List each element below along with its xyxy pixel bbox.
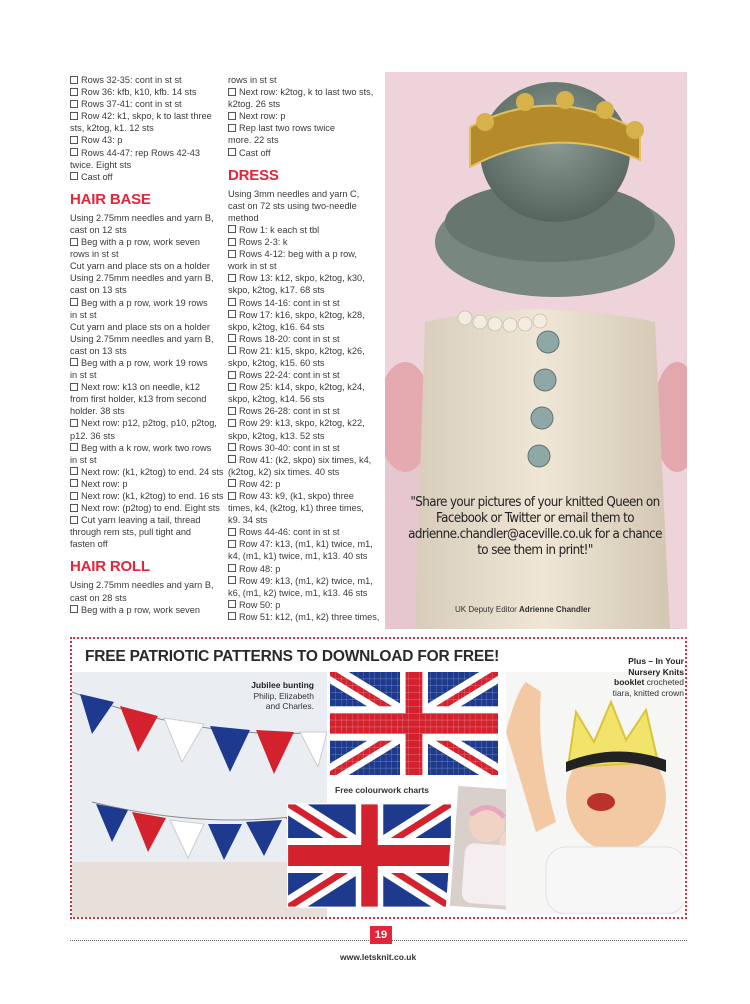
union-flag-chart-bottom (287, 803, 452, 908)
checkbox-icon[interactable] (228, 88, 236, 96)
instruction-line (228, 550, 378, 562)
row-instructions (70, 74, 220, 183)
instruction-text: cast on 13 sts (70, 285, 127, 296)
instruction-text: through rem sts, pull tight and (70, 527, 192, 538)
checkbox-icon[interactable] (70, 100, 78, 108)
instruction-line (228, 86, 378, 98)
instruction-line (228, 74, 378, 86)
instruction-line (70, 502, 220, 514)
instruction-line (228, 309, 378, 321)
instruction-line (70, 224, 220, 236)
instruction-line (228, 297, 378, 309)
instruction-line (228, 272, 378, 284)
instruction-text: Rep last two rows twice (239, 123, 335, 134)
instruction-line (70, 454, 220, 466)
instruction-text: (k2tog, k2) six times. 40 sts (228, 466, 340, 477)
reader-quote: "Share your pictures of your knitted Queen on Facebook or Twitter or email them to adrienne.chandler@aceville.co.uk for a chance to see them in print!" (408, 495, 662, 558)
instruction-text: Next row: p (81, 478, 128, 489)
instruction-line (70, 381, 220, 393)
instruction-text: k2tog. 26 sts (228, 99, 281, 110)
checkbox-icon[interactable] (228, 479, 236, 487)
nursery-label (596, 656, 684, 698)
instruction-text: cast on 13 sts (70, 345, 127, 356)
checkbox-icon[interactable] (228, 564, 236, 572)
instruction-line (228, 575, 378, 587)
instruction-line (70, 592, 220, 604)
dress-heading: DRESS (228, 166, 279, 184)
instruction-text: Row 25: k14, skpo, k2tog, k24, (239, 382, 365, 393)
checkbox-icon[interactable] (70, 238, 78, 246)
checkbox-icon[interactable] (228, 298, 236, 306)
instruction-line (228, 369, 378, 381)
instruction-line (70, 122, 220, 134)
instruction-text: Cast off (81, 171, 113, 182)
instruction-text: Rows 14-16: cont in st st (239, 297, 340, 308)
instruction-line (70, 478, 220, 490)
instruction-text: Cast off (239, 147, 271, 158)
instruction-text: Cut yarn and place sts on a holder (70, 321, 210, 332)
instruction-text: skpo, k2tog, k17. 68 sts (228, 285, 325, 296)
instruction-text: Using 2.75mm needles and yarn B, (70, 333, 214, 344)
quote-credit (455, 605, 591, 614)
checkbox-icon[interactable] (228, 407, 236, 415)
instruction-line (70, 490, 224, 502)
instruction-text: rows in st st (228, 75, 277, 85)
instruction-text: k4, (m1, k1) twice, m1, k13. 40 sts (228, 551, 368, 562)
instruction-line (70, 369, 220, 381)
instruction-line (228, 502, 378, 514)
checkbox-icon[interactable] (70, 605, 78, 613)
hair-base-instructions (70, 212, 224, 551)
checkbox-icon[interactable] (228, 528, 236, 536)
instruction-line (70, 159, 220, 171)
instruction-line (228, 563, 378, 575)
union-flag-chart-top (330, 672, 498, 775)
instruction-text: Rows 32-35: cont in st st (81, 75, 182, 85)
instruction-text: Row 42: k1, skpo, k to last three (81, 111, 212, 122)
checkbox-icon[interactable] (228, 274, 236, 282)
checkbox-icon[interactable] (228, 112, 236, 120)
checkbox-icon[interactable] (70, 492, 78, 500)
instruction-line (70, 430, 220, 442)
instruction-text: skpo, k2tog, k14. 56 sts (228, 394, 325, 405)
nursery-label-text: crocheted tiara, knitted crown (612, 677, 684, 698)
instruction-line (70, 333, 220, 345)
checkbox-icon[interactable] (70, 504, 78, 512)
instruction-line (228, 284, 378, 296)
instruction-text: twice. Eight sts (70, 159, 132, 170)
checkbox-icon[interactable] (228, 540, 236, 548)
nursery-label-bold: Plus – In Your Nursery Knits booklet (614, 656, 684, 687)
instruction-text: Rows 26-28: cont in st st (239, 406, 340, 417)
instruction-text: Row 50: p (239, 599, 281, 610)
checkbox-icon[interactable] (70, 172, 78, 180)
instruction-text: in st st (70, 454, 97, 465)
checkbox-icon[interactable] (228, 443, 236, 451)
instruction-line (70, 74, 220, 86)
instruction-text: p12. 36 sts (70, 430, 115, 441)
instruction-line (228, 381, 378, 393)
instruction-line (70, 134, 220, 146)
checkbox-icon[interactable] (228, 455, 236, 463)
instruction-text: Using 3mm needles and yarn C, (228, 188, 360, 199)
instruction-text: Row 51: k12, (m1, k2) three times, (239, 611, 380, 622)
charts-label: Free colourwork charts (335, 785, 430, 795)
instruction-line (70, 248, 220, 260)
instruction-text: Using 2.75mm needles and yarn B, (70, 273, 214, 284)
checkbox-icon[interactable] (228, 310, 236, 318)
instruction-text: Row 43: k9, (k1, skpo) three (239, 491, 354, 501)
checkbox-icon[interactable] (70, 136, 78, 144)
instruction-line (228, 599, 378, 611)
instruction-text: sts, k2tog, k1. 12 sts (70, 123, 154, 134)
instruction-text: from first holder, k13 from second (70, 394, 207, 405)
checkbox-icon[interactable] (228, 124, 236, 132)
instruction-line (228, 212, 378, 224)
instruction-line (70, 272, 220, 284)
checkbox-icon[interactable] (70, 358, 78, 366)
bunting-label-bold: Jubilee bunting (251, 680, 314, 690)
checkbox-icon[interactable] (228, 492, 236, 500)
instruction-line (228, 200, 378, 212)
instruction-line (70, 309, 220, 321)
instruction-line (228, 345, 378, 357)
instruction-line (70, 442, 220, 454)
checkbox-icon[interactable] (228, 612, 236, 620)
instruction-line (70, 86, 220, 98)
instruction-text: Using 2.75mm needles and yarn B, (70, 212, 214, 223)
instruction-line (70, 345, 220, 357)
instruction-line (228, 538, 378, 550)
instruction-text: Row 36: kfb, k10, kfb. 14 sts (81, 87, 197, 98)
instruction-text: work in st st (228, 261, 277, 272)
instruction-line (70, 171, 220, 183)
pattern-column-2 (228, 74, 378, 623)
hair-roll-continued (228, 74, 378, 159)
checkbox-icon[interactable] (70, 76, 78, 84)
instruction-line (228, 188, 378, 200)
bunting-label (250, 680, 314, 712)
instruction-text: Row 17: k16, skpo, k2tog, k28, (239, 309, 365, 320)
instruction-text: Next row: (k1, k2tog) to end. 24 sts (81, 466, 224, 477)
checkbox-icon[interactable] (70, 443, 78, 451)
instruction-line (70, 110, 220, 122)
instruction-text: method (228, 212, 259, 223)
bunting-label-text: Philip, Elizabeth and Charles. (253, 690, 314, 711)
instruction-line (70, 212, 220, 224)
instruction-text: Beg with a p row, work 19 rows (81, 297, 208, 308)
instruction-text: Next row: p (239, 111, 286, 122)
hair-roll-instructions (70, 579, 220, 615)
instruction-line (70, 466, 224, 478)
instruction-text: k9. 34 sts (228, 515, 268, 526)
page-number: 19 (370, 926, 392, 944)
instruction-line (228, 260, 378, 272)
checkbox-icon[interactable] (228, 148, 236, 156)
checkbox-icon[interactable] (70, 88, 78, 96)
instruction-text: Cut yarn leaving a tail, thread (81, 515, 201, 526)
instruction-text: in st st (70, 370, 97, 381)
instruction-line (70, 321, 220, 333)
instruction-line (70, 236, 220, 248)
instruction-line (228, 122, 378, 134)
instruction-text: Rows 2-3: k (239, 237, 288, 248)
instruction-text: Next row: k13 on needle, k12 (81, 382, 200, 393)
checkbox-icon[interactable] (70, 383, 78, 391)
instruction-line (228, 236, 378, 248)
instruction-line (228, 430, 378, 442)
instruction-line (228, 134, 378, 146)
instruction-line (228, 248, 378, 260)
checkbox-icon[interactable] (70, 479, 78, 487)
instruction-text: skpo, k2tog, k13. 52 sts (228, 430, 325, 441)
instruction-text: skpo, k2tog, k16. 64 sts (228, 321, 325, 332)
checkbox-icon[interactable] (228, 383, 236, 391)
checkbox-icon[interactable] (70, 112, 78, 120)
instruction-line (70, 297, 220, 309)
banner-title: FREE PATRIOTIC PATTERNS TO DOWNLOAD FOR FREE! (85, 648, 500, 665)
instruction-text: Row 49: k13, (m1, k2) twice, m1, (239, 575, 373, 586)
instruction-text: in st st (70, 309, 97, 320)
instruction-text: Row 42: p (239, 478, 281, 489)
instruction-line (228, 357, 378, 369)
instruction-line (70, 357, 220, 369)
checkbox-icon[interactable] (228, 334, 236, 342)
checkbox-icon[interactable] (70, 148, 78, 156)
pattern-column-1 (70, 74, 224, 616)
instruction-text: holder. 38 sts (70, 406, 125, 417)
instruction-line (228, 393, 378, 405)
instruction-line (228, 587, 378, 599)
instruction-line (70, 514, 220, 526)
quote-credit-name: Adrienne Chandler (519, 605, 591, 614)
instruction-text: Rows 44-46: cont in st st (239, 527, 340, 538)
instruction-text: Row 29: k13, skpo, k2tog, k22, (239, 418, 365, 429)
instruction-line (228, 98, 378, 110)
instruction-text: Beg with a p row, work seven (81, 604, 200, 615)
instruction-line (70, 393, 220, 405)
instruction-text: times, k4, (k2tog, k1) three times, (228, 503, 364, 514)
instruction-line (228, 454, 378, 466)
instruction-text: Rows 30-40: cont in st st (239, 442, 340, 453)
instruction-line (228, 405, 378, 417)
instruction-line (70, 579, 220, 591)
instruction-text: Cut yarn and place sts on a holder (70, 261, 210, 272)
instruction-text: more. 22 sts (228, 135, 279, 146)
instruction-text: Using 2.75mm needles and yarn B, (70, 580, 214, 591)
instruction-text: Next row: (k1, k2tog) to end. 16 sts (81, 491, 224, 501)
checkbox-icon[interactable] (228, 238, 236, 246)
checkbox-icon[interactable] (70, 516, 78, 524)
checkbox-icon[interactable] (228, 225, 236, 233)
instruction-text: Beg with a p row, work 19 rows (81, 357, 208, 368)
instruction-line (70, 284, 220, 296)
instruction-text: Beg with a p row, work seven (81, 237, 200, 248)
hair-base-heading: HAIR BASE (70, 190, 151, 208)
instruction-line (228, 417, 378, 429)
instruction-line (228, 147, 378, 159)
instruction-text: Rows 4-12: beg with a p row, (239, 249, 357, 260)
instruction-text: fasten off (70, 539, 108, 550)
instruction-line (70, 405, 220, 417)
instruction-line (228, 110, 378, 122)
instruction-text: Row 13: k12, skpo, k2tog, k30, (239, 273, 365, 284)
hair-roll-heading: HAIR ROLL (70, 558, 150, 576)
child-crown-photo (506, 672, 684, 914)
instruction-text: Next row: k2tog, k to last two sts, (239, 87, 374, 98)
instruction-line (70, 98, 220, 110)
checkbox-icon[interactable] (70, 467, 78, 475)
instruction-line (228, 442, 378, 454)
checkbox-icon[interactable] (228, 576, 236, 584)
instruction-line (70, 604, 220, 616)
instruction-line (228, 514, 378, 526)
instruction-text: Beg with a k row, work two rows (81, 442, 212, 453)
instruction-line (228, 466, 378, 478)
instruction-text: Next row: p12, p2tog, p10, p2tog, (81, 418, 217, 429)
checkbox-icon[interactable] (228, 346, 236, 354)
checkbox-icon[interactable] (228, 600, 236, 608)
checkbox-icon[interactable] (228, 371, 236, 379)
instruction-line (70, 538, 220, 550)
instruction-text: Row 1: k each st tbl (239, 224, 320, 235)
instruction-line (228, 611, 378, 623)
checkbox-icon[interactable] (70, 298, 78, 306)
instruction-line (228, 321, 378, 333)
instruction-text: Row 41: (k2, skpo) six times, k4, (239, 454, 372, 465)
quote-credit-prefix: UK Deputy Editor (455, 605, 520, 614)
checkbox-icon[interactable] (228, 419, 236, 427)
instruction-line (228, 333, 378, 345)
instruction-text: Row 48: p (239, 563, 281, 574)
instruction-text: Next row: (p2tog) to end. Eight sts (81, 503, 220, 514)
instruction-text: cast on 28 sts (70, 592, 127, 603)
checkbox-icon[interactable] (70, 419, 78, 427)
instruction-text: Row 47: k13, (m1, k1) twice, m1, (239, 539, 373, 550)
instruction-line (228, 478, 378, 490)
instruction-text: Rows 37-41: cont in st st (81, 99, 182, 110)
instruction-text: Row 43: p (81, 135, 123, 146)
instruction-text: cast on 12 sts (70, 224, 127, 235)
instruction-line (70, 147, 220, 159)
instruction-line (70, 526, 220, 538)
instruction-text: cast on 72 sts using two-needle (228, 200, 357, 211)
instruction-text: Row 21: k15, skpo, k2tog, k26, (239, 345, 365, 356)
footer-url[interactable]: www.letsknit.co.uk (340, 952, 417, 962)
instruction-text: Rows 22-24: cont in st st (239, 370, 340, 381)
instruction-line (70, 417, 220, 429)
instruction-text: skpo, k2tog, k15. 60 sts (228, 357, 325, 368)
instruction-text: Rows 18-20: cont in st st (239, 333, 340, 344)
instruction-line (228, 526, 378, 538)
instruction-text: k6, (m1, k2) twice, m1, k13. 46 sts (228, 587, 368, 598)
instruction-text: rows in st st (70, 249, 119, 260)
dress-instructions (228, 188, 378, 623)
instruction-line (70, 260, 220, 272)
checkbox-icon[interactable] (228, 250, 236, 258)
instruction-line (228, 224, 378, 236)
instruction-line (228, 490, 378, 502)
instruction-text: Rows 44-47: rep Rows 42-43 (81, 147, 200, 158)
